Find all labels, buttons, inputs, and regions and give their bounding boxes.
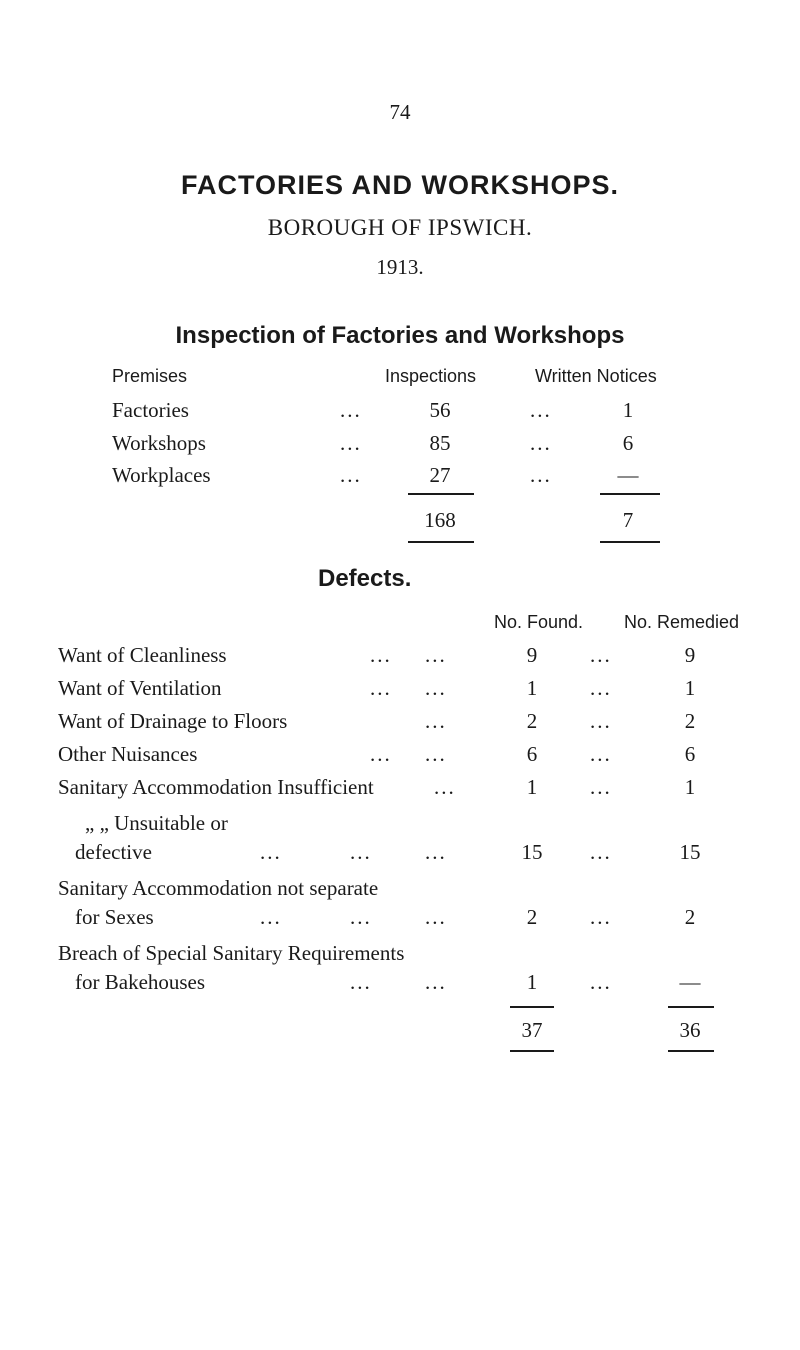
total-inspections: 168 (424, 508, 456, 532)
double-rule (510, 1050, 554, 1052)
leader-dots: ... (434, 775, 456, 799)
leader-dots: ... (425, 970, 447, 994)
leader-dots: ... (590, 840, 612, 864)
leader-dots: ... (530, 431, 552, 455)
col-no-found: No. Found. (494, 612, 584, 632)
defect-remedied: 15 (679, 840, 701, 864)
defect-found: 15 (521, 840, 543, 864)
table-cell-notices: 1 (622, 398, 634, 422)
leader-dots: ... (340, 431, 362, 455)
defect-label: Want of Drainage to Floors (58, 709, 288, 733)
table-row-premises: Factories (112, 398, 189, 422)
leader-dots: ... (590, 775, 612, 799)
defect-found: 1 (526, 676, 538, 700)
defect-label: for Sexes (75, 905, 154, 929)
total-remedied: 36 (679, 1018, 701, 1042)
leader-dots: ... (425, 709, 447, 733)
table-cell-notices: 6 (622, 431, 634, 455)
defect-remedied: 1 (684, 676, 696, 700)
defect-remedied: — (679, 970, 701, 994)
leader-dots: ... (370, 742, 392, 766)
col-written-notices: Written Notices (535, 366, 657, 386)
leader-dots: ... (350, 905, 372, 929)
leader-dots: ... (530, 398, 552, 422)
col-premises: Premises (112, 366, 188, 386)
leader-dots: ... (370, 676, 392, 700)
col-inspections: Inspections (385, 366, 477, 386)
page-title: FACTORIES AND WORKSHOPS. (180, 170, 620, 200)
defect-label: Want of Cleanliness (58, 643, 227, 667)
leader-dots: ... (260, 905, 282, 929)
defect-found: 1 (526, 775, 538, 799)
defect-remedied: 2 (684, 709, 696, 733)
total-rule (668, 1006, 714, 1008)
leader-dots: ... (425, 840, 447, 864)
defect-label-line1: Sanitary Accommodation not separate (58, 876, 379, 900)
defect-label-line1: „ „ Unsuitable or (85, 811, 228, 835)
inspection-heading: Inspection of Factories and Workshops (175, 322, 625, 349)
double-rule (600, 541, 660, 543)
defect-found: 2 (526, 709, 538, 733)
leader-dots: ... (425, 643, 447, 667)
table-cell-inspections: 85 (429, 431, 451, 455)
leader-dots: ... (590, 905, 612, 929)
page-number: 74 (389, 100, 411, 124)
col-no-remedied: No. Remedied (624, 612, 740, 632)
page-subtitle: BOROUGH OF IPSWICH. (267, 215, 533, 240)
table-row-premises: Workshops (112, 431, 206, 455)
leader-dots: ... (425, 905, 447, 929)
defect-label: Other Nuisances (58, 742, 198, 766)
leader-dots: ... (590, 709, 612, 733)
leader-dots: ... (530, 463, 552, 487)
leader-dots: ... (350, 840, 372, 864)
defects-heading: Defects. (318, 565, 412, 592)
table-cell-inspections: 27 (429, 463, 451, 487)
double-rule (408, 541, 474, 543)
leader-dots: ... (590, 676, 612, 700)
defect-label: defective (75, 840, 152, 864)
table-cell-notices: — (617, 463, 639, 487)
defect-found: 1 (526, 970, 538, 994)
defect-remedied: 1 (684, 775, 696, 799)
total-rule (510, 1006, 554, 1008)
total-found: 37 (521, 1018, 543, 1042)
report-year: 1913. (376, 255, 424, 279)
total-rule (408, 493, 474, 495)
leader-dots: ... (340, 398, 362, 422)
defect-found: 2 (526, 905, 538, 929)
defect-remedied: 9 (684, 643, 696, 667)
defect-label: for Bakehouses (75, 970, 206, 994)
defect-found: 6 (526, 742, 538, 766)
defect-label-line1: Breach of Special Sanitary Requirements (58, 941, 405, 965)
defect-found: 9 (526, 643, 538, 667)
defect-remedied: 6 (684, 742, 696, 766)
table-cell-inspections: 56 (429, 398, 451, 422)
defect-remedied: 2 (684, 905, 696, 929)
leader-dots: ... (260, 840, 282, 864)
total-rule (600, 493, 660, 495)
leader-dots: ... (340, 463, 362, 487)
defect-label: Sanitary Accommodation Insufficient (58, 775, 374, 799)
total-notices: 7 (622, 508, 634, 532)
leader-dots: ... (350, 970, 372, 994)
leader-dots: ... (425, 742, 447, 766)
leader-dots: ... (590, 970, 612, 994)
double-rule (668, 1050, 714, 1052)
table-row-premises: Workplaces (112, 463, 211, 487)
leader-dots: ... (425, 676, 447, 700)
defect-label: Want of Ventilation (58, 676, 222, 700)
leader-dots: ... (590, 742, 612, 766)
leader-dots: ... (590, 643, 612, 667)
leader-dots: ... (370, 643, 392, 667)
